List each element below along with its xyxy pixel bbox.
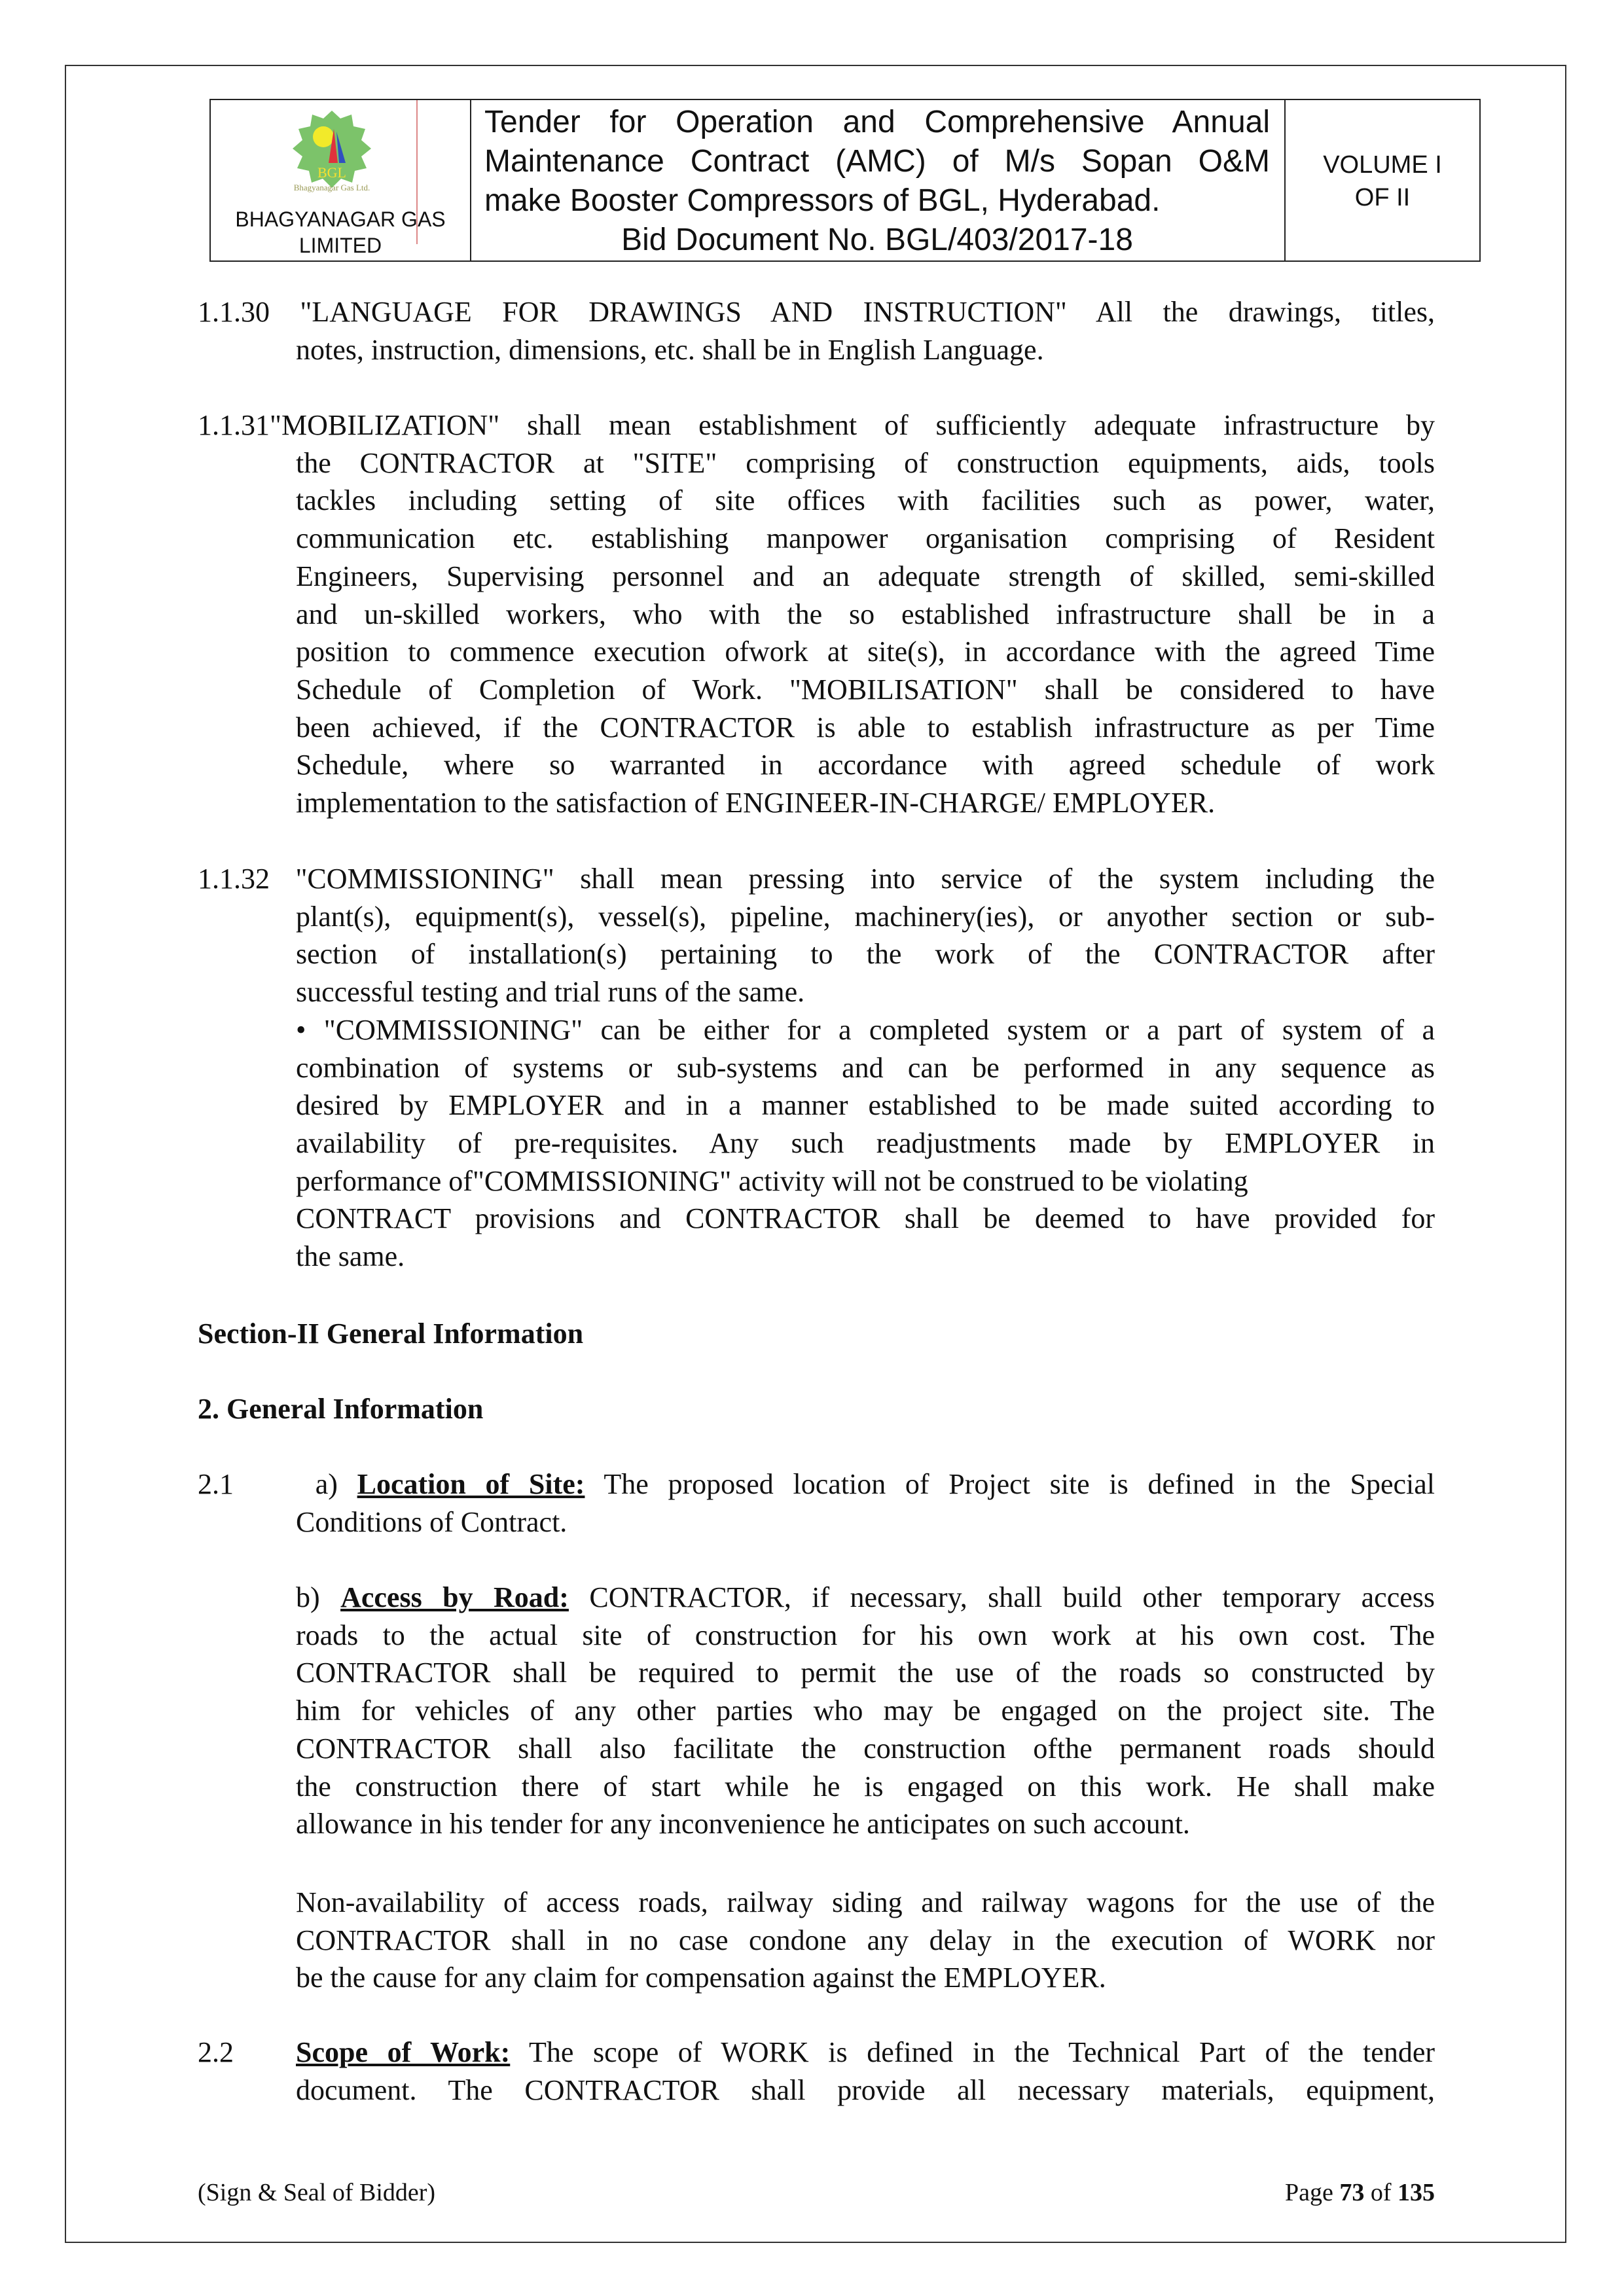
clause-number: 2.1 [198, 1468, 234, 1500]
clause-line: be the cause for any claim for compensation against the EMPLOYER. [296, 1962, 1106, 1994]
clause-line: 1.1.30 "LANGUAGE FOR DRAWINGS AND INSTRUCTION" All the drawings, titles, [198, 296, 1435, 328]
clause-c21 [198, 1465, 1435, 1541]
clause-line: the construction there of start while he is engaged on this work. He shall make [296, 1770, 1435, 1803]
clause-text: The scope of WORK is defined in the Technical Part of the tender [510, 2036, 1435, 2068]
clause-line: plant(s), equipment(s), vessel(s), pipeline, machinery(ies), or anyother section or sub- [296, 900, 1435, 933]
page-footer [198, 2177, 1435, 2208]
clause-c22 [198, 2034, 1435, 2109]
clause-line: desired by EMPLOYER and in a manner established to be made suited according to [296, 1089, 1435, 1122]
clause-c1132 [198, 860, 1435, 1276]
clause-line: 1.1.32 "COMMISSIONING" shall mean pressing into service of the system including the [198, 863, 1435, 895]
page-of: of [1364, 2179, 1398, 2206]
clause-title: Access by Road: [340, 1581, 569, 1613]
clause-line: implementation to the satisfaction of ENGINEER-IN-CHARGE/ EMPLOYER. [296, 787, 1216, 819]
clause-line: notes, instruction, dimensions, etc. shall be in English Language. [296, 333, 1044, 366]
clause-line: CONTRACT provisions and CONTRACTOR shall be deemed to have provided for [296, 1202, 1435, 1235]
company-name-line: LIMITED [298, 234, 382, 257]
tender-title-line: Maintenance Contract (AMC) of M/s Sopan O&M [484, 144, 1270, 179]
clause-line: position to commence execution ofwork at site(s), in accordance with the agreed Time [296, 636, 1435, 668]
clause-line: 1.1.31"MOBILIZATION" shall mean establishment of sufficiently adequate infrastructure by [198, 409, 1435, 441]
clause-line: CONTRACTOR shall in no case condone any delay in the execution of WORK nor [296, 1924, 1435, 1956]
clause-line: section of installation(s) pertaining to the work of the CONTRACTOR after [296, 938, 1435, 971]
clause-c1131 [198, 406, 1435, 822]
page-prefix: Page [1284, 2179, 1340, 2206]
page-number [1285, 2177, 1435, 2208]
clause-line: Engineers, Supervising personnel and an adequate strength of skilled, semi-skilled [296, 560, 1435, 592]
clause-text: The proposed location of Project site is defined in the Special [585, 1468, 1435, 1500]
clause-line: been achieved, if the CONTRACTOR is able to establish infrastructure as per Time [296, 711, 1435, 744]
clause-c1130 [198, 293, 1435, 368]
section-heading [198, 1315, 1435, 1353]
clause-line: Schedule, where so warranted in accordance with agreed schedule of work [296, 749, 1435, 781]
clause-c21b [198, 1579, 1435, 1843]
clause-line: the same. [296, 1240, 405, 1273]
clause-line: Conditions of Contract. [296, 1505, 568, 1538]
clause-line: tackles including setting of site offices with facilities such as power, water, [296, 484, 1435, 517]
clause-line: performance of"COMMISSIONING" activity will not be construed to be violating [296, 1164, 1248, 1197]
clause-first-line [198, 2034, 1435, 2072]
volume-label: OF II [1354, 184, 1411, 211]
clause-line: the CONTRACTOR at "SITE" comprising of construction equipments, aids, tools [296, 446, 1435, 479]
clause-line: combination of systems or sub-systems and can be performed in any sequence as [296, 1051, 1435, 1084]
company-name [211, 206, 470, 259]
clause-line: Schedule of Completion of Work. "MOBILISATION" shall be considered to have [296, 673, 1435, 706]
tender-title-cell [470, 100, 1286, 260]
logo-subtext: Bhagyanagar Gas Ltd. [293, 183, 370, 192]
sign-seal-label: (Sign & Seal of Bidder) [198, 2179, 436, 2206]
tender-title-line: make Booster Compressors of BGL, Hyderabad. [484, 183, 1161, 218]
document-header [209, 99, 1481, 262]
clause-line: document. The CONTRACTOR shall provide all necessary materials, equipment, [296, 2073, 1435, 2106]
clause-number: 2.2 [198, 2036, 234, 2068]
tender-title-line: Tender for Operation and Comprehensive Annual [484, 105, 1270, 139]
clause-line: allowance in his tender for any inconvenience he anticipates on such account. [296, 1808, 1190, 1840]
general-heading-text: 2. General Information [198, 1393, 484, 1425]
clause-line: Non-availability of access roads, railway siding and railway wagons for the use of the [296, 1886, 1435, 1918]
clause-first-line [198, 1465, 1435, 1503]
clause-line: him for vehicles of any other parties who may be engaged on the project site. The [296, 1695, 1435, 1727]
clause-line: roads to the actual site of construction for his own work at his own cost. The [296, 1619, 1435, 1651]
clause-line: CONTRACTOR shall also facilitate the construction ofthe permanent roads should [296, 1732, 1435, 1765]
company-name-line: BHAGYANAGAR GAS [235, 207, 446, 231]
clause-line: • "COMMISSIONING" can be either for a completed system or a part of system of a [296, 1013, 1435, 1046]
clause-prefix: a) [296, 1468, 357, 1500]
clause-line: and un-skilled workers, who with the so established infrastructure shall be in a [296, 598, 1435, 630]
clause-first-line [296, 1579, 1435, 1617]
current-page: 73 [1339, 2179, 1365, 2206]
volume-cell [1286, 100, 1479, 260]
svg-text:BGL: BGL [317, 164, 346, 181]
clause-line: communication etc. establishing manpower organisation comprising of Resident [296, 522, 1435, 555]
general-heading [198, 1390, 1435, 1428]
clause-title: Location of Site: [357, 1468, 585, 1500]
bid-document-number: Bid Document No. BGL/403/2017-18 [621, 223, 1133, 257]
clause-prefix: b) [296, 1581, 341, 1613]
clause-line: availability of pre-requisites. Any such readjustments made by EMPLOYER in [296, 1126, 1435, 1159]
clause-text: CONTRACTOR, if necessary, shall build other temporary access [568, 1581, 1435, 1613]
total-pages: 135 [1398, 2179, 1435, 2206]
clause-line: CONTRACTOR shall be required to permit the use of the roads so constructed by [296, 1657, 1435, 1689]
clause-title: Scope of Work: [296, 2036, 511, 2068]
company-logo-cell [211, 100, 470, 260]
volume-label: VOLUME I [1323, 151, 1442, 179]
clause-line: successful testing and trial runs of the same. [296, 976, 805, 1009]
clause-nonavail [198, 1884, 1435, 1997]
section-heading-text: Section-II General Information [198, 1318, 584, 1350]
